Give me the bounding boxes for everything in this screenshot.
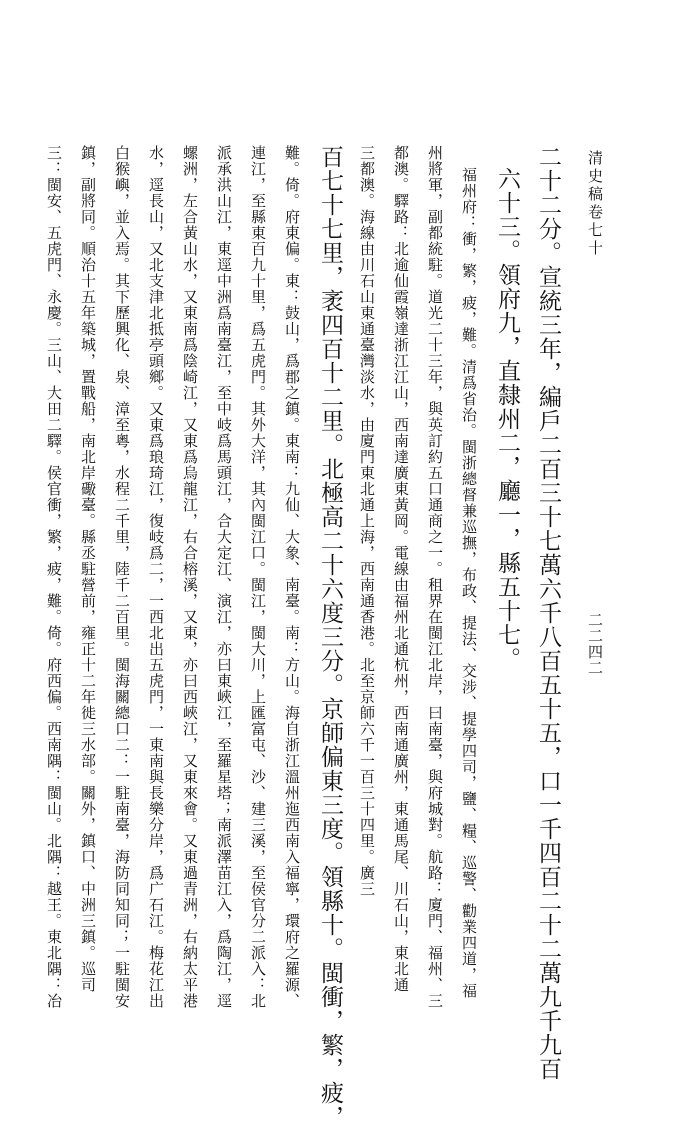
text-block [45,145,562,1129]
text-column: 六十三。領府九，直隸州二，廳一，縣五十七。 [494,167,520,671]
text-column: 二十二分。宣統三年，編戶二百三十七萬六千八百五十五，口一千四百二十二萬九千九百 [535,145,561,1081]
text-column: 水，逕長山，又北支津北抵亭頭鄉。又東爲琅琦江，復岐爲二，一西北出五虎門，一東南與長樂分岸，爲广石江。梅花江出 [147,145,165,1009]
text-column: 三：閩安、五虎門、永慶。三山、大田二驛。侯官衝，繁，疲，難。倚。府西偏。西南隅：閩山。北隅：越王。東北隅：冶 [45,145,63,1009]
text-column: 難。倚。府東偏。東：鼓山，爲郡之鎮。東南：九仙、大象、南臺。南：方山。海自浙江溫州迤西南入福寧，環府之羅源、 [283,145,301,1009]
text-column: 鎮，副將同。順治十五年築城，置戰船，南北岸礮臺。縣丞駐營前，雍正十二年徙三水部。關外，鎮口、中洲三鎮。巡司 [79,145,97,993]
text-column: 州將軍，副都統駐。道光二十三年，與英訂約五口通商之一。租界在閩江北岸，曰南臺，與府城對。航路：廈門、福州、三 [426,145,444,1009]
text-column: 螺洲，左合黃山水，又東南爲陰崎江，又東爲烏龍江，右合榕溪，又東，亦曰西峽江，又東來會。又東過青洲，右納太平港 [181,145,199,1009]
text-column: 百七十七里，袤四百十二里。北極高二十六度三分。京師偏東三度。領縣十。閩衝，繁，疲， [317,145,343,1129]
text-column: 都澳。驛路：北逾仙霞嶺達浙江江山，西南達廣東黃岡。電線由福州北通杭州，西南通廣州，東通馬尾、川石山，東北通 [392,145,410,993]
text-column: 白猴嶼，並入焉。其下歷興化、泉、漳至粵，水程二千里，陸千二百里。閩海關總口二：一駐南臺，海防同知同；一駐閩安 [113,145,131,1009]
text-column: 三都澳。海線由川石山東通臺灣淡水，由廈門東北通上海，西南通香港。北至京師六千一百三十四里。廣三 [358,145,376,897]
text-column: 連江，至縣東百九十里，爲五虎門。其外大洋，其內閩江口。閩江，閩大川，上匯富屯、沙、建三溪，至侯官分二派入：北 [249,145,267,1009]
page-number: 二二四二 [586,612,604,676]
text-column-heading-fuzhou: 福州府：衝，繁，疲，難。清爲省治。閩浙總督兼巡撫，布政、提法、交涉、提學四司，鹽、糧、巡警、勸業四道，福 [460,167,478,999]
text-column: 派承洪山江，東逕中洲爲南臺江，至中岐爲馬頭江，合大定江、演江，亦曰東峽江，至羅星塔；南派澤苗江入，爲陶江，逕 [215,145,233,1009]
running-head: 清史稿卷七十 [586,150,604,258]
